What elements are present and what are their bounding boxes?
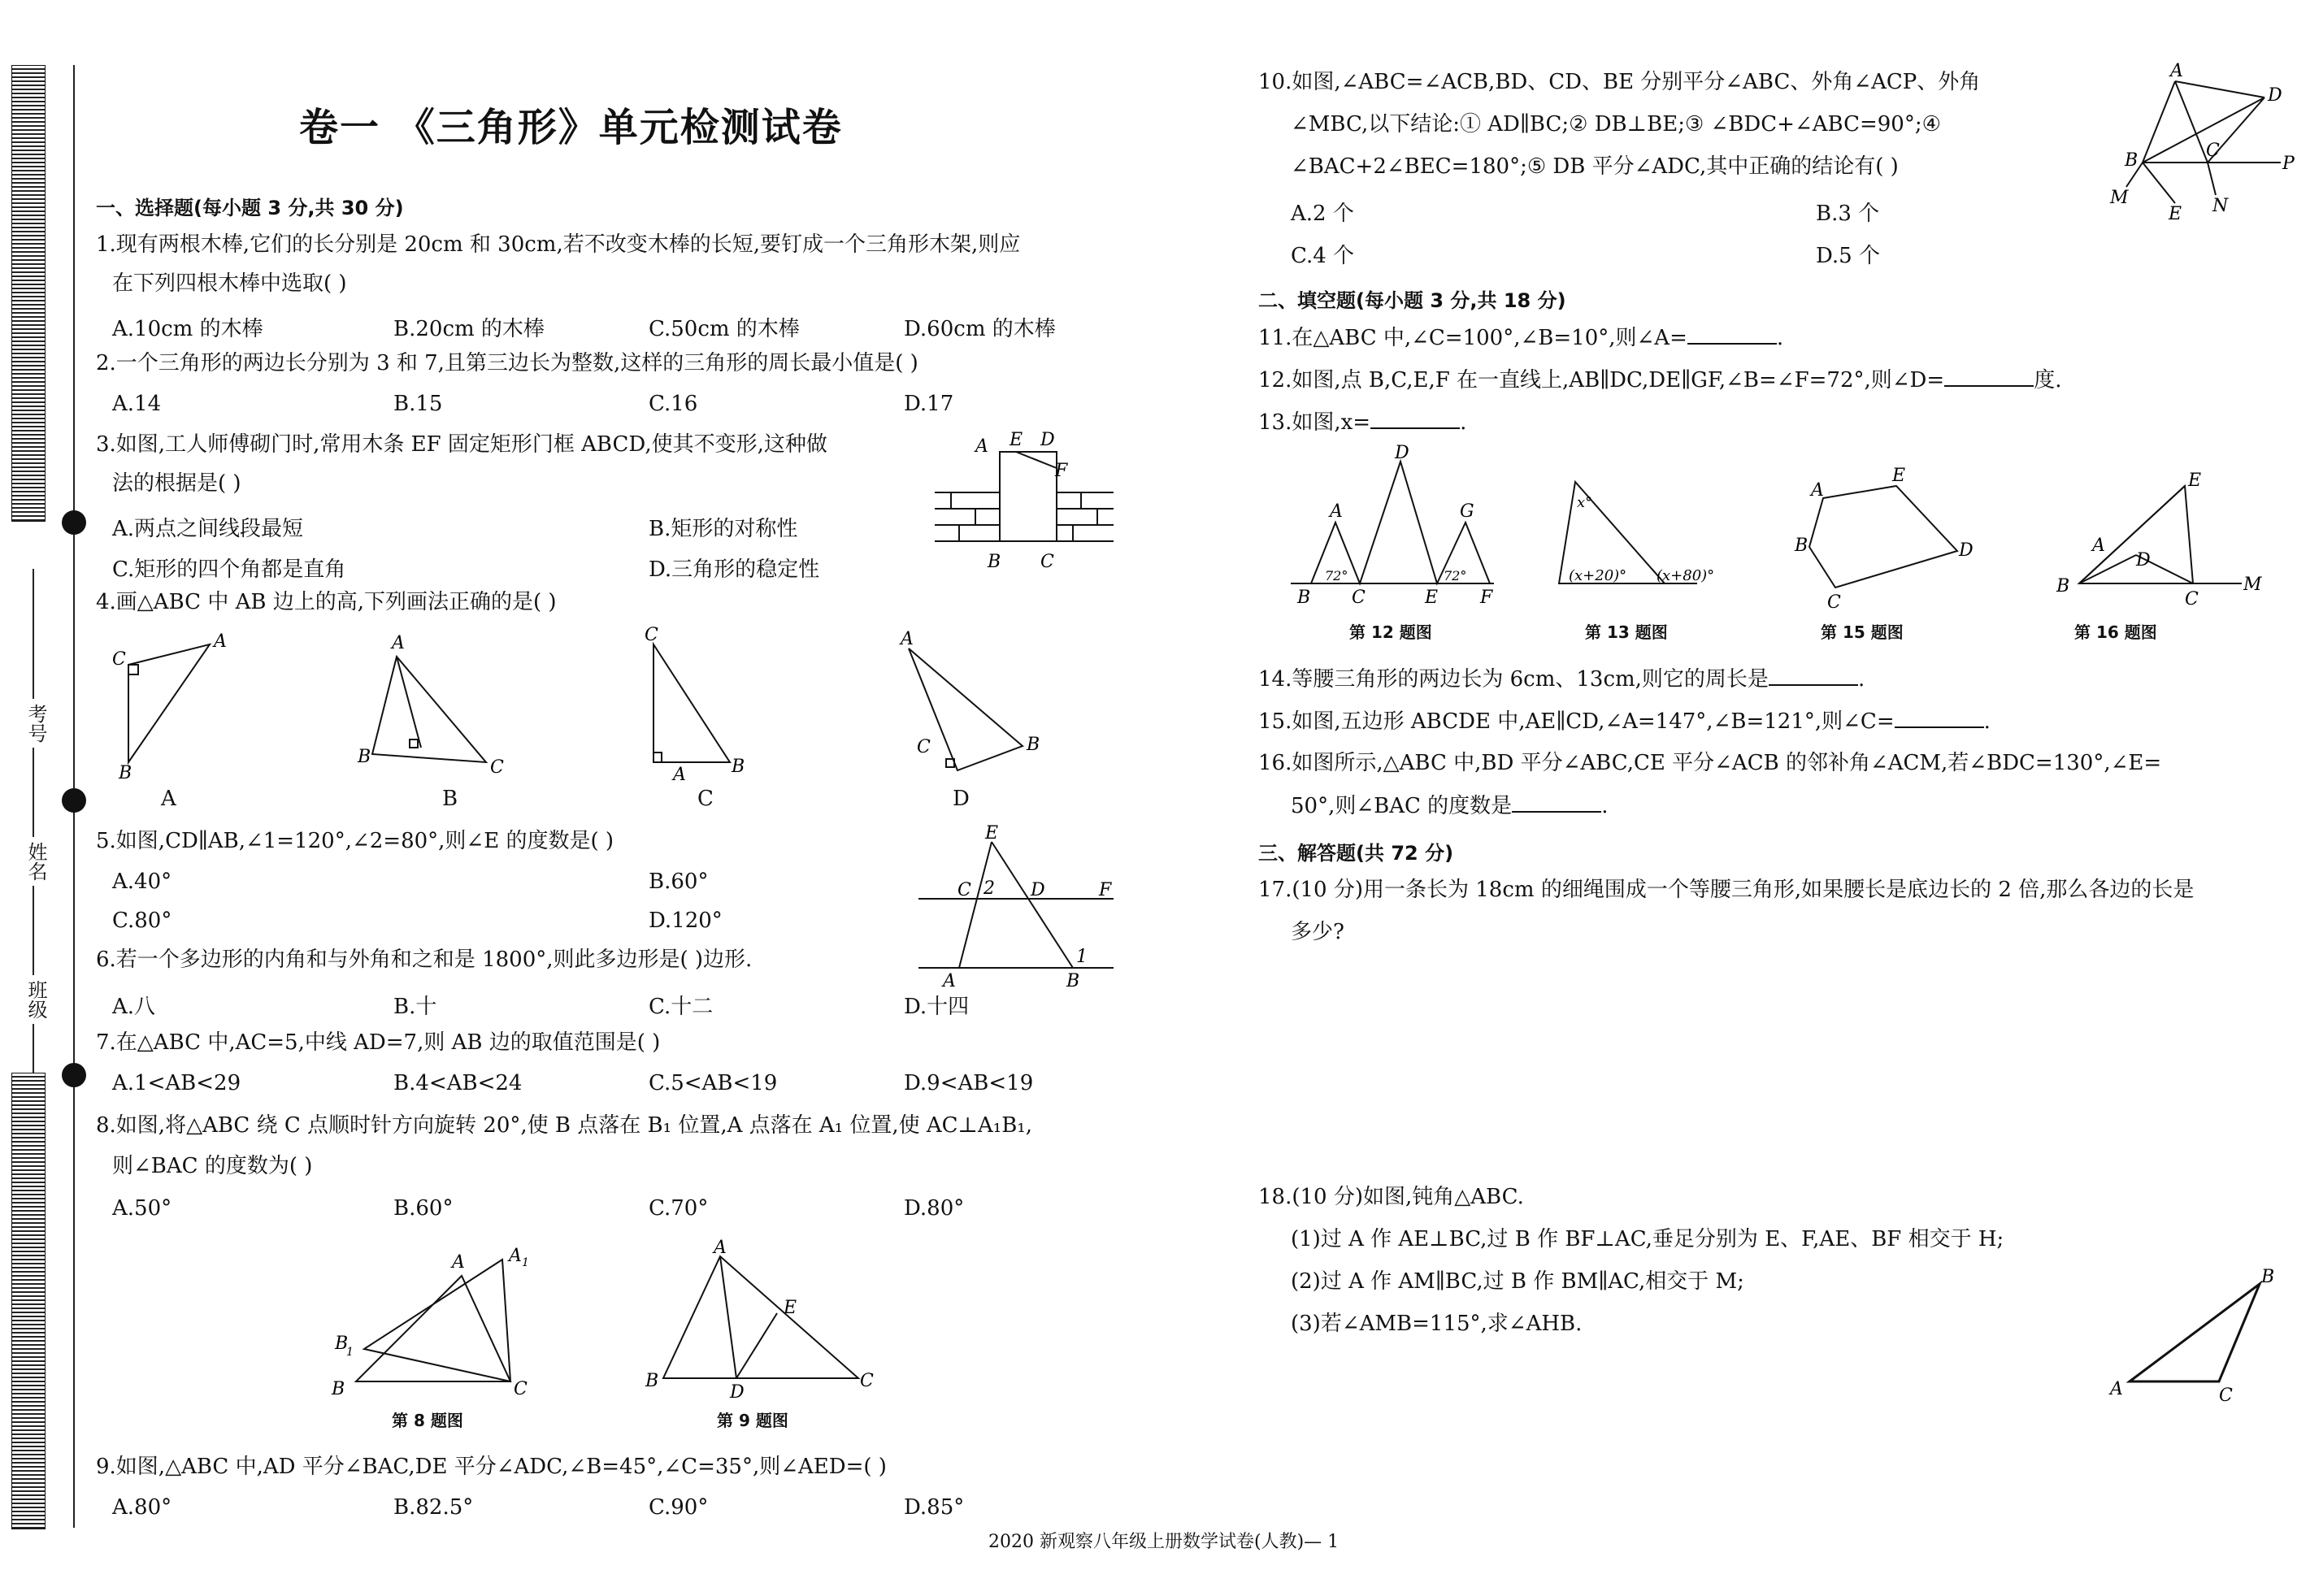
q11-text: 11.在△ABC 中,∠C=100°,∠B=10°,则∠A= . <box>1258 326 1784 350</box>
svg-text:C: C <box>957 880 971 900</box>
q14-answer-blank[interactable] <box>1769 666 1858 686</box>
q18-part3: (3)若∠AMB=115°,求∠AHB. <box>1291 1312 1583 1336</box>
q4-option-a: A <box>161 787 176 811</box>
q15-text: 15.如图,五边形 ABCDE 中,AE∥CD,∠A=147°,∠B=121°,则∠C= . <box>1258 709 1991 734</box>
q6-option-d: D.十四 <box>904 995 970 1019</box>
svg-text:A: A <box>2110 1379 2123 1399</box>
q18-text: 18.(10 分)如图,钝角△ABC. <box>1258 1185 1524 1209</box>
q17-line1: 17.(10 分)用一条长为 18cm 的细绳围成一个等腰三角形,如果腰长是底边长的 2 倍,那么各边的长是 <box>1258 878 2195 902</box>
svg-text:B: B <box>1297 588 1311 608</box>
svg-text:E: E <box>985 823 999 844</box>
fig16-caption: 第 16 题图 <box>2074 622 2157 642</box>
q10-option-a: A.2 个 <box>1291 202 1354 226</box>
q4-option-d: D <box>953 787 970 811</box>
q13-text: 13.如图,x= . <box>1258 410 1467 435</box>
q3-line1: 3.如图,工人师傅砌门时,常用木条 EF 固定矩形门框 ABCD,使其不变形,这种做 <box>96 432 827 457</box>
q9-option-a: A.80° <box>112 1495 172 1520</box>
q2-option-a: A.14 <box>112 392 162 416</box>
q5-option-c: C.80° <box>112 909 172 933</box>
q7-option-c: C.5<AB<19 <box>649 1071 778 1095</box>
q8-option-a: A.50° <box>112 1196 172 1221</box>
kaohao-label: 考号 <box>24 704 47 743</box>
svg-text:1: 1 <box>522 1256 529 1269</box>
q18-figure <box>2097 1235 2292 1406</box>
svg-text:B: B <box>1027 735 1040 755</box>
svg-text:G: G <box>1460 501 1474 522</box>
svg-text:E: E <box>2188 471 2202 491</box>
q13-answer-blank[interactable] <box>1370 410 1460 429</box>
svg-text:A: A <box>673 765 686 785</box>
svg-text:C: C <box>2206 141 2220 161</box>
q14-text: 14.等腰三角形的两边长为 6cm、13cm,则它的周长是 . <box>1258 667 1865 692</box>
svg-text:A: A <box>214 631 227 652</box>
svg-text:B: B <box>119 763 132 783</box>
svg-text:F: F <box>1055 461 1068 481</box>
q5-option-a: A.40° <box>112 870 172 894</box>
q9-figure <box>639 1240 883 1403</box>
svg-text:B: B <box>1795 536 1809 556</box>
section-fill: 二、填空题(每小题 3 分,共 18 分) <box>1258 289 1566 312</box>
svg-text:C: C <box>514 1379 528 1399</box>
q10-option-d: D.5 个 <box>1816 244 1880 268</box>
svg-text:F: F <box>1099 880 1112 900</box>
q9-text: 9.如图,△ABC 中,AD 平分∠BAC,DE 平分∠ADC,∠B=45°,∠C=35°,则∠AED=( ) <box>96 1455 887 1479</box>
svg-text:A: A <box>714 1238 727 1258</box>
q16-line2: 50°,则∠BAC 的度数是 . <box>1291 794 1609 818</box>
q1-option-c: C.50cm 的木棒 <box>649 317 800 341</box>
q1-option-b: B.20cm 的木棒 <box>393 317 545 341</box>
svg-text:x°: x° <box>1577 494 1593 511</box>
q8-option-d: D.80° <box>904 1196 965 1221</box>
svg-text:D: D <box>730 1382 745 1403</box>
svg-text:B: B <box>2056 576 2070 596</box>
q10-option-c: C.4 个 <box>1291 244 1355 268</box>
svg-text:B: B <box>332 1379 345 1399</box>
q2-option-d: D.17 <box>904 392 954 416</box>
svg-text:C: C <box>645 625 658 645</box>
q8-figure <box>332 1243 551 1406</box>
svg-text:C: C <box>2185 589 2199 609</box>
svg-text:C: C <box>917 737 931 757</box>
binding-hole <box>62 510 86 535</box>
svg-text:E: E <box>1425 588 1439 608</box>
svg-text:(x+20)°: (x+20)° <box>1569 567 1627 584</box>
svg-text:D: D <box>1959 540 1974 561</box>
q16-line1: 16.如图所示,△ABC 中,BD 平分∠ABC,CE 平分∠ACB 的邻补角∠ACM,若∠BDC=130°,∠E= <box>1258 751 2162 775</box>
q4-text: 4.画△ABC 中 AB 边上的高,下列画法正确的是( ) <box>96 590 557 614</box>
q3-option-b: B.矩形的对称性 <box>649 517 798 541</box>
svg-text:C: C <box>860 1371 874 1391</box>
q4-option-c: C <box>697 787 714 811</box>
svg-text:B: B <box>358 747 371 767</box>
hatch-pattern-bottom <box>11 1073 46 1529</box>
svg-text:A: A <box>975 436 988 457</box>
q5-option-b: B.60° <box>649 870 709 894</box>
svg-text:B: B <box>1066 971 1080 991</box>
svg-text:D: D <box>2136 550 2151 570</box>
q1-option-a: A.10cm 的木棒 <box>112 317 263 341</box>
svg-text:D: D <box>1031 880 1045 900</box>
banji-label: 班级 <box>24 980 47 1019</box>
q10-option-b: B.3 个 <box>1816 202 1880 226</box>
svg-text:A: A <box>2170 61 2183 81</box>
svg-text:F: F <box>1480 588 1493 608</box>
q8-line1: 8.如图,将△ABC 绕 C 点顺时针方向旋转 20°,使 B 点落在 B₁ 位置,A 点落在 A₁ 位置,使 AC⊥A₁B₁, <box>96 1113 1032 1138</box>
fig13-caption: 第 13 题图 <box>1585 622 1668 642</box>
q11-answer-blank[interactable] <box>1687 325 1777 345</box>
fig15-caption: 第 15 题图 <box>1821 622 1904 642</box>
svg-text:A: A <box>1811 480 1824 501</box>
svg-text:B: B <box>988 552 1001 572</box>
q9-option-c: C.90° <box>649 1495 709 1520</box>
q4-figures <box>104 624 1063 813</box>
q2-text: 2.一个三角形的两边长分别为 3 和 7,且第三边长为整数,这样的三角形的周长最小值是( ) <box>96 351 918 375</box>
svg-text:B: B <box>335 1334 349 1354</box>
svg-text:A: A <box>452 1252 465 1273</box>
page-title: 卷一 《三角形》单元检测试卷 <box>299 105 843 150</box>
svg-text:B: B <box>2125 150 2139 171</box>
svg-text:C: C <box>1352 588 1366 608</box>
fig12-caption: 第 12 题图 <box>1349 622 1432 642</box>
q1-line2: 在下列四根木棒中选取( ) <box>112 271 347 296</box>
hatch-pattern-top <box>11 65 46 522</box>
svg-text:A: A <box>509 1246 522 1266</box>
svg-text:72°: 72° <box>1325 568 1348 583</box>
svg-text:1: 1 <box>1076 947 1088 967</box>
q7-text: 7.在△ABC 中,AC=5,中线 AD=7,则 AB 边的取值范围是( ) <box>96 1030 661 1055</box>
svg-text:P: P <box>2282 154 2295 174</box>
section-choice: 一、选择题(每小题 3 分,共 30 分) <box>96 197 404 219</box>
q7-option-d: D.9<AB<19 <box>904 1071 1034 1095</box>
svg-text:D: D <box>1395 443 1409 463</box>
q3-line2: 法的根据是( ) <box>112 471 241 496</box>
q6-option-c: C.十二 <box>649 995 714 1019</box>
binding-hole <box>62 788 86 813</box>
xingming-label: 姓名 <box>24 842 47 881</box>
svg-text:E: E <box>784 1298 797 1318</box>
page-footer: 2020 新观察八年级上册数学试卷(人教)— 1 <box>988 1532 1340 1552</box>
svg-text:A: A <box>2092 536 2105 556</box>
svg-text:C: C <box>1827 592 1841 613</box>
svg-text:M: M <box>2110 188 2129 208</box>
svg-text:A: A <box>392 633 405 653</box>
q6-text: 6.若一个多边形的内角和与外角和之和是 1800°,则此多边形是( )边形. <box>96 948 753 972</box>
svg-text:C: C <box>2219 1386 2233 1406</box>
q3-option-c: C.矩形的四个角都是直角 <box>112 557 346 582</box>
q2-option-c: C.16 <box>649 392 698 416</box>
q18-part1: (1)过 A 作 AE⊥BC,过 B 作 BF⊥AC,垂足分别为 E、F,AE、BF 相交于 H; <box>1291 1227 2004 1251</box>
q3-option-a: A.两点之间线段最短 <box>112 517 304 541</box>
q16-answer-blank[interactable] <box>1512 793 1601 813</box>
q3-option-d: D.三角形的稳定性 <box>649 557 820 582</box>
q7-option-b: B.4<AB<24 <box>393 1071 523 1095</box>
fill-in-figures <box>1274 445 2274 616</box>
svg-text:A: A <box>1330 501 1343 522</box>
svg-text:B: B <box>732 757 745 777</box>
q9-option-b: B.82.5° <box>393 1495 474 1520</box>
section-answer: 三、解答题(共 72 分) <box>1258 842 1454 865</box>
svg-text:D: D <box>2268 85 2282 106</box>
q6-option-b: B.十 <box>393 995 437 1019</box>
q4-option-b: B <box>442 787 458 811</box>
q5-option-d: D.120° <box>649 909 723 933</box>
q6-option-a: A.八 <box>112 995 156 1019</box>
q15-answer-blank[interactable] <box>1895 709 1984 728</box>
svg-text:M: M <box>2243 575 2262 595</box>
q8-option-b: B.60° <box>393 1196 454 1221</box>
svg-text:E: E <box>1010 430 1023 450</box>
q5-figure <box>910 823 1114 991</box>
svg-text:N: N <box>2212 196 2229 216</box>
q10-line1: 10.如图,∠ABC=∠ACB,BD、CD、BE 分别平分∠ABC、外角∠ACP、外角 <box>1258 70 1981 94</box>
q8-line2: 则∠BAC 的度数为( ) <box>112 1154 313 1178</box>
q8-option-c: C.70° <box>649 1196 709 1221</box>
q17-line2: 多少? <box>1291 920 1344 944</box>
q2-option-b: B.15 <box>393 392 443 416</box>
q18-part2: (2)过 A 作 AM∥BC,过 B 作 BM∥AC,相交于 M; <box>1291 1269 1744 1294</box>
svg-text:E: E <box>1892 466 1906 486</box>
svg-text:B: B <box>2261 1267 2275 1287</box>
q5-text: 5.如图,CD∥AB,∠1=120°,∠2=80°,则∠E 的度数是( ) <box>96 829 614 853</box>
q10-line2: ∠MBC,以下结论:① AD∥BC;② DB⊥BE;③ ∠BDC+∠ABC=90°;④ <box>1291 112 1941 137</box>
svg-text:C: C <box>490 757 504 778</box>
svg-text:B: B <box>645 1371 659 1391</box>
svg-text:A: A <box>901 629 914 649</box>
svg-text:C: C <box>1040 552 1054 572</box>
svg-text:E: E <box>2169 204 2182 224</box>
svg-text:C: C <box>112 649 126 670</box>
binding-hole <box>62 1063 86 1087</box>
binding-strip <box>0 0 89 1596</box>
svg-text:(x+80)°: (x+80)° <box>1657 567 1715 584</box>
q10-line3: ∠BAC+2∠BEC=180°;⑤ DB 平分∠ADC,其中正确的结论有( ) <box>1291 154 1899 179</box>
q12-text: 12.如图,点 B,C,E,F 在一直线上,AB∥DC,DE∥GF,∠B=∠F=72°,则∠D= 度. <box>1258 368 2062 392</box>
q12-answer-blank[interactable] <box>1944 367 2034 387</box>
q3-door-figure <box>935 427 1114 574</box>
q1-option-d: D.60cm 的木棒 <box>904 317 1056 341</box>
svg-text:72°: 72° <box>1444 568 1467 583</box>
svg-text:D: D <box>1040 430 1055 450</box>
q7-option-a: A.1<AB<29 <box>112 1071 241 1095</box>
fig9-caption: 第 9 题图 <box>717 1411 788 1430</box>
svg-text:2: 2 <box>983 878 995 899</box>
q1-line1: 1.现有两根木棒,它们的长分别是 20cm 和 30cm,若不改变木棒的长短,要钉成一个三角形木架,则应 <box>96 232 1021 257</box>
q9-option-d: D.85° <box>904 1495 965 1520</box>
svg-text:A: A <box>943 971 956 991</box>
fig8-caption: 第 8 题图 <box>392 1411 463 1430</box>
svg-text:1: 1 <box>346 1346 354 1359</box>
q10-figure <box>2110 61 2295 224</box>
